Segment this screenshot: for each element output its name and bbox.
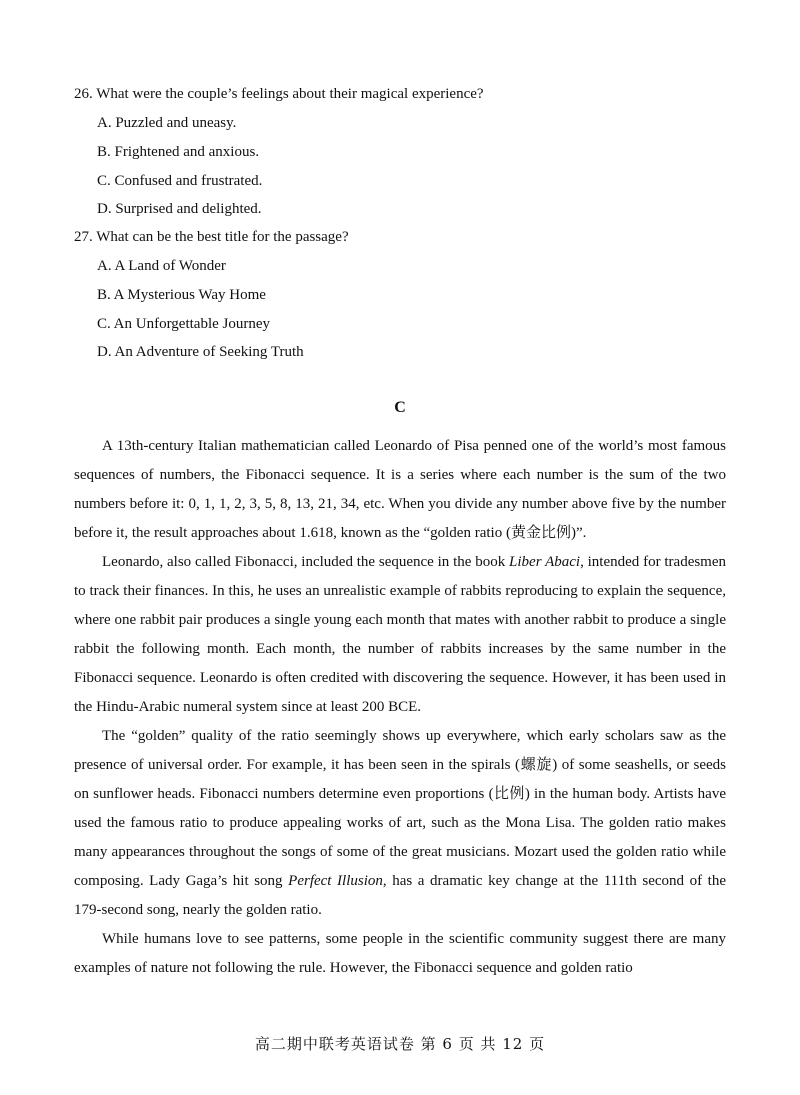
page-footer: 高二期中联考英语试卷 第 6 页 共 12 页 [254, 1035, 546, 1053]
question-27-option-c: C. An Unforgettable Journey [97, 316, 271, 332]
question-27-option-d: D. An Adventure of Seeking Truth [97, 344, 304, 360]
passage-paragraph-2: Leonardo, also called Fibonacci, included the sequence in the book Liber Abaci, intended for tradesmen to track their finances. In this, he uses an unrealistic example of rabbits reproducing to explain the sequence, where one rabbit pair produces a single young each month that mates with another rabbit to produce a single rabbit the following month. Each month, the number of rabbits increases by the same number in the Fibonacci sequence. Leonardo is often credited with discovering the sequence. However, it has been used in the Hindu-Arabic numeral system since at least 200 BCE. [74, 554, 727, 715]
question-27-option-a: A. A Land of Wonder [97, 258, 226, 274]
passage-paragraph-3: The “golden” quality of the ratio seemingly shows up everywhere, which early scholars saw as the presence of universal order. For example, it has been seen in the spirals (螺旋) of some seashells, or seeds on sunflower heads. Fibonacci numbers determine even proportions (比例) in the human body. Artists have used the famous ratio to produce appealing works of art, such as the Mona Lisa. The golden ratio makes many appearances throughout the songs of some of the great musicians. Mozart used the golden ratio while composing. Lady Gaga’s hit song Perfect Illusion, has a dramatic key change at the 111th second of the 179-second song, nearly the golden ratio. [74, 728, 726, 918]
question-26-option-a: A. Puzzled and uneasy. [97, 115, 237, 131]
question-26-option-d: D. Surprised and delighted. [97, 201, 262, 217]
book-title: Liber Abaci [509, 554, 581, 570]
section-heading: C [394, 399, 406, 416]
reading-passage [74, 432, 726, 983]
song-title: Perfect Illusion [288, 873, 383, 889]
question-26-option-c: C. Confused and frustrated. [97, 173, 263, 189]
passage-paragraph-4: While humans love to see patterns, some people in the scientific community suggest there are many examples of nature not following the rule. However, the Fibonacci sequence and golden ratio [74, 931, 726, 976]
question-26: 26. What were the couple’s feelings about their magical experience? [74, 86, 484, 102]
question-27-option-b: B. A Mysterious Way Home [97, 287, 266, 303]
passage-paragraph-1: A 13th-century Italian mathematician called Leonardo of Pisa penned one of the world’s most famous sequences of numbers, the Fibonacci sequence. It is a series where each number is the sum of the two numbers before it: 0, 1, 1, 2, 3, 5, 8, 13, 21, 34, etc. When you divide any number above five by the number before it, the result approaches about 1.618, known as the “golden ratio (黄金比例)”. [74, 438, 726, 541]
question-27: 27. What can be the best title for the passage? [74, 229, 349, 245]
question-26-option-b: B. Frightened and anxious. [97, 144, 260, 160]
